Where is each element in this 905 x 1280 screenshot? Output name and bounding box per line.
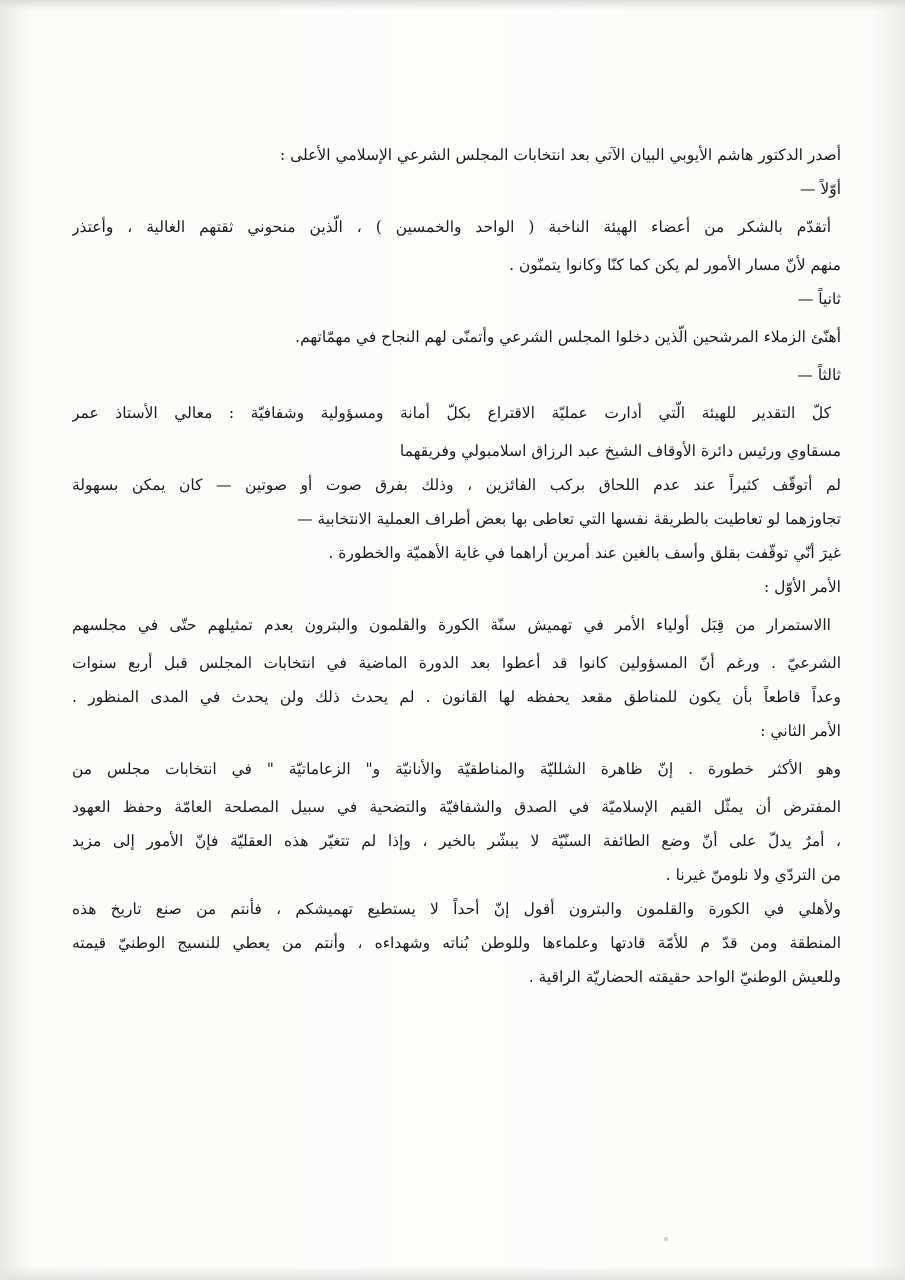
heading-second: ثانياً — [797, 290, 841, 308]
paragraph-line: وللعيش الوطنيّ الواحد حقيقته الحضاريّة الراقية . [528, 968, 841, 986]
heading-third: ثالثاً — [797, 366, 841, 384]
paragraph-line: المنطقة ومن قدّ م للأمّة قادتها وعلماءها وللوطن بُناته وشهداءه ، وأنتم من يعطي للنسيج الوطنيّ قيمته [72, 934, 841, 952]
paragraph-line: وعداً قاطعاً بأن يكون للمناطق مقعد يحفظه لها القانون . لم يحدث ذلك ولن يحدث في المدى المنظور . [72, 688, 841, 706]
paragraph-line: االاستمرار من قِبَل أولياء الأمر في تهميش سنّة الكورة والقلمون والبترون بعدم تمثيلهم حتّى في مجلسهم [72, 616, 831, 634]
paragraph-line: ، أمرٌ يدلّ على أنّ وضع الطائفة السنّيّة لا يبشّر بالخير ، وإذا لم تتغيّر هذه العقليّة فإنّ الأمور إلى مزيد [72, 832, 841, 850]
paragraph-line: مسقاوي ورئيس دائرة الأوقاف الشيخ عبد الرزاق اسلامبولي وفريقهما [399, 442, 841, 460]
heading-matter-two: الأمر الثاني : [760, 722, 841, 740]
scan-shadow-bottom [0, 1266, 905, 1280]
paragraph-line: تجاوزهما لو تعاطيت بالطريقة نفسها التي تعاطى بها بعض أطراف العملية الانتخابية — [297, 510, 841, 528]
paragraph-line: أتقدّم بالشكر من أعضاء الهيئة الناخبة ( الواحد والخمسين ) ، الّذين منحوني ثقتهم الغالية ، وأعتذر [72, 218, 831, 236]
intro-line: أصدر الدكتور هاشم الأيوبي البيان الآتي بعد انتخابات المجلس الشرعي الإسلامي الأعلى : [279, 146, 841, 164]
paragraph-line: لم أتوقّف كثيراً عند عدم اللحاق بركب الفائزين ، وذلك بفرق صوت أو صوتين — كان يمكن بسهولة [72, 476, 841, 494]
paragraph-line: ولأهلي في الكورة والقلمون والبترون أقول إنّ أحداً لا يستطيع تهميشكم ، فأنتم من صنع تاريخ هذه [72, 900, 841, 918]
paragraph-line: كلّ التقدير للهيئة الّتي أدارت عمليّة الاقتراع بكلّ أمانة ومسؤولية وشفافيّة : معالي الأستاذ عمر [72, 404, 831, 422]
paragraph-line: غيرَ أنّي توقّفت بقلق وأسف بالغين عند أمرين أراهما في غاية الأهميّة والخطورة . [328, 544, 841, 562]
paragraph-line: المفترض أن يمثّل القيم الإسلاميّة في الصدق والشفافيّة والتضحية في سبيل المصلحة العامّة وحفظ العهود [72, 798, 841, 816]
scan-speck [664, 1237, 668, 1241]
paragraph-line: أهنّئ الزملاء المرشحين الّذين دخلوا المجلس الشرعي وأتمنّى لهم النجاح في مهمّاتهم. [295, 328, 841, 346]
heading-matter-one: الأمر الأوّل : [764, 578, 841, 596]
scan-shadow-top [0, 0, 905, 10]
paragraph-line: من التردّي ولا نلومنّ غيرنا . [665, 866, 841, 884]
paragraph-line: الشرعيّ . ورغم أنّ المسؤولين كانوا قد أعطوا بعد الدورة الماضية في انتخابات المجلس قبل أربع سنوات [72, 654, 841, 672]
statement-body [72, 138, 841, 994]
paragraph-line: وهو الأكثر خطورة . إنّ ظاهرة الشلليّة والمناطقيّة والأنانيّة و" الزعاماتيّة " في انتخابات مجلس من [72, 760, 841, 778]
heading-first: أوّلاً — [799, 180, 841, 198]
paragraph-line: منهم لأنّ مسار الأمور لم يكن كما كنّا وكانوا يتمنّون . [509, 256, 841, 274]
